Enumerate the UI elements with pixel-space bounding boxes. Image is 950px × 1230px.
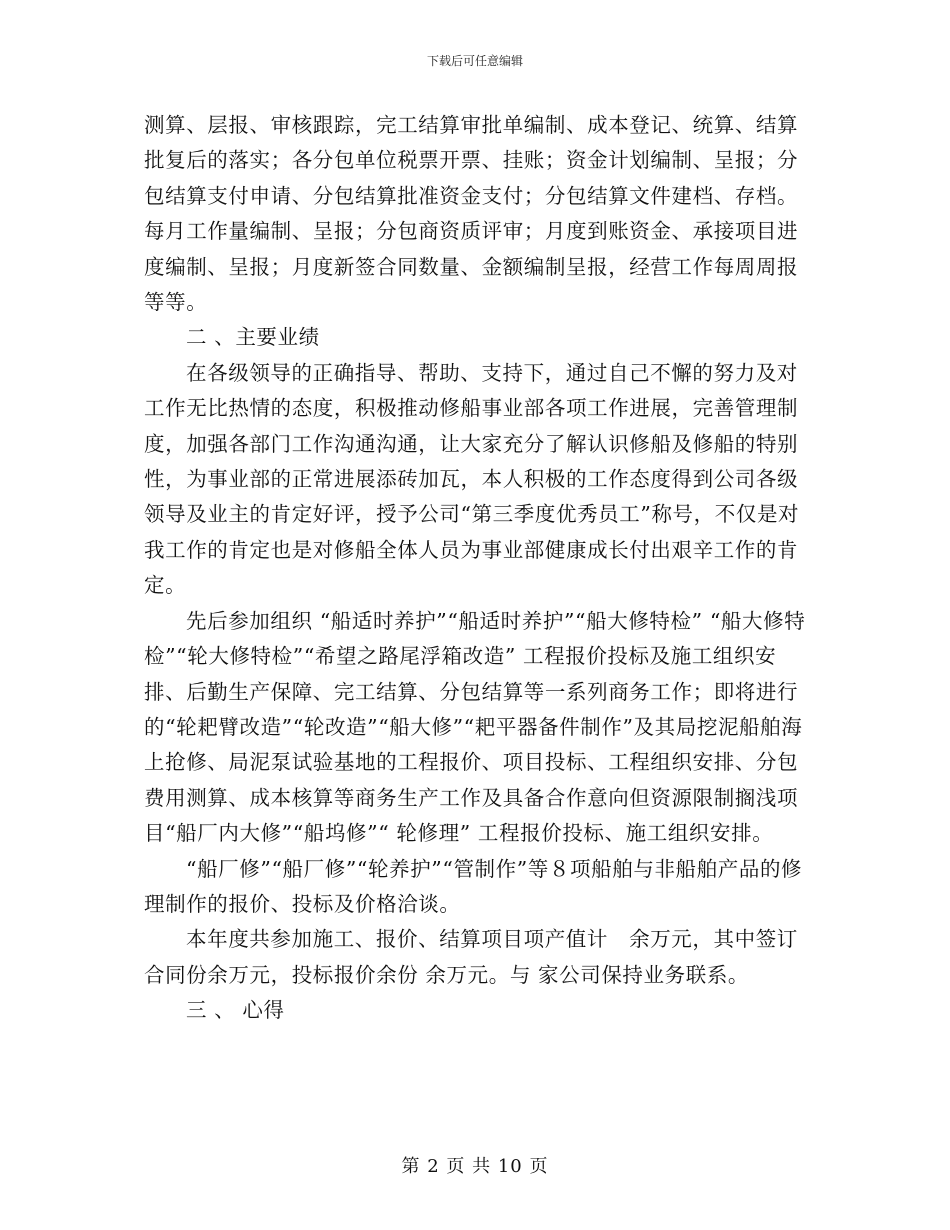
section-heading-insights: 三 、 心得 xyxy=(186,998,285,1023)
paragraph-repair-items: “船厂修”“船厂修”“轮养护”“管制作”等８项船舶与非船舶产品的修理制作的报价、投标及价格洽谈。 xyxy=(144,856,803,916)
paragraph-duties-continued: 测算、层报、审核跟踪，完工结算审批单编制、成本登记、统算、结算批复后的落实；各分包单位税票开票、挂账；资金计划编制、呈报；分包结算支付申请、分包结算批准资金支付；分包结算文件建档、存档。每月工作量编制、呈报；分包商资质评审；月度到账资金、承接项目进度编制、呈报；月度新签合同数量、金额编制呈报，经营工作每周周报等等。 xyxy=(144,113,799,315)
paragraph-projects: 先后参加组织 “船适时养护”“船适时养护”“船大修特检” “船大修特检”“轮大修特检”“希望之路尾浮箱改造” 工程报价投标及施工组织安排、后勤生产保障、完工结算、分包结算等一系列商务工作；即将进行的“轮耙臂改造”“轮改造”“船大修”“耙平器备件制作”及其局挖泥船舶海上抢修、局泥泵试验基地的工程报价、项目投标、工程组织安排、分包费用测算、成本核算等商务生产工作及具备合作意向但资源限制搁浅项目“船厂内大修”“船坞修”“ 轮修理” 工程报价投标、施工组织安排。 xyxy=(144,608,806,846)
document-body xyxy=(144,108,808,1029)
paragraph-achievements: 在各级领导的正确指导、帮助、支持下，通过自己不懈的努力及对工作无比热情的态度，积极推动修船事业部各项工作进展，完善管理制度，加强各部门工作沟通沟通，让大家充分了解认识修船及修船的特别性，为事业部的正常进展添砖加瓦，本人积极的工作态度得到公司各级领导及业主的肯定好评，授予公司“第三季度优秀员工”称号，不仅是对我工作的肯定也是对修船全体人员为事业部健康成长付出艰辛工作的肯定。 xyxy=(144,360,800,598)
paragraph-annual-summary: 本年度共参加施工、报价、结算项目项产值计 余万元，其中签订合同份余万元，投标报价余份 余万元。与 家公司保持业务联系。 xyxy=(144,927,798,987)
section-heading-achievements: 二 、主要业绩 xyxy=(186,325,320,350)
page-footer: 第 2 页 共 10 页 xyxy=(401,1156,549,1177)
page-header: 下载后可任意编辑 xyxy=(426,54,523,68)
